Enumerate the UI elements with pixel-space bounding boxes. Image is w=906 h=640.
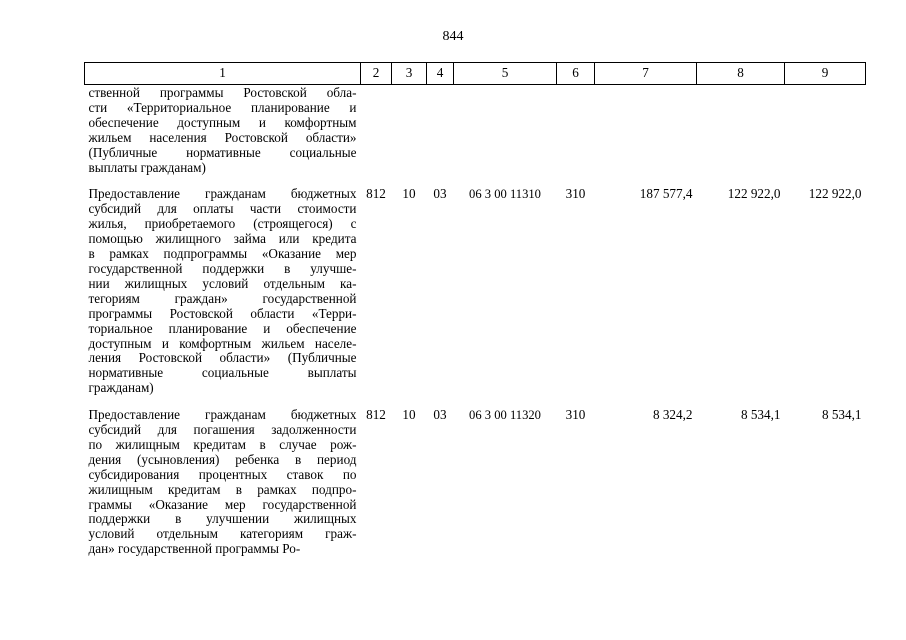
description-line: помощью жилищного займа или кредита [88, 231, 357, 247]
cell-col-6: 310 [565, 186, 586, 202]
table-row [85, 396, 866, 557]
table-row [85, 175, 866, 396]
description-line: доступным и комфортным жильем населе- [88, 335, 357, 351]
description-line: Предоставление гражданам бюджетных [88, 407, 357, 423]
description-line: обеспечение доступным и комфортным [88, 114, 357, 130]
cell-col-7: 8 324,2 [652, 407, 693, 423]
cell-col-3: 10 [402, 407, 416, 423]
description-line: граммы «Оказание мер государственной [88, 496, 357, 512]
cell-col-8: 122 922,0 [727, 186, 781, 202]
cell-col-9 [785, 85, 866, 176]
cell-col-8 [697, 85, 785, 176]
cell-col-9: 122 922,0 [808, 186, 862, 202]
description-line: тегориям граждан» государственной [88, 290, 357, 306]
header-col-1: 1 [85, 63, 361, 85]
cell-col-9: 8 534,1 [821, 407, 862, 423]
cell-col-7 [595, 85, 697, 176]
cell-col-6 [557, 85, 595, 176]
description-line: поддержки в улучшении жилищных [88, 511, 357, 527]
cell-col-3 [392, 85, 427, 176]
header-col-3: 3 [392, 63, 427, 85]
cell-col-5 [454, 85, 557, 176]
table-row [85, 85, 866, 176]
header-col-8: 8 [697, 63, 785, 85]
header-col-5: 5 [454, 63, 557, 85]
description-line: ления Ростовской области» (Публичные [88, 350, 357, 366]
header-col-6: 6 [557, 63, 595, 85]
cell-col-2 [361, 85, 392, 176]
description-line: в рамках подпрограммы «Оказание мер [88, 246, 357, 262]
description-line: дан» государственной программы Ро- [88, 541, 301, 557]
description-line: Предоставление гражданам бюджетных [88, 186, 357, 202]
row-description [85, 396, 361, 557]
cell-col-8: 8 534,1 [740, 407, 781, 423]
description-line: нии жилищных условий отдельным ка- [88, 275, 357, 291]
description-line: гражданам) [88, 380, 154, 396]
budget-table [84, 62, 866, 557]
description-line: ториальное планирование и обеспечение [88, 320, 357, 336]
cell-col-5: 06 3 00 11320 [469, 408, 541, 423]
page-number: 844 [442, 29, 464, 44]
cell-col-5: 06 3 00 11310 [469, 187, 541, 202]
cell-col-4: 03 [433, 407, 447, 423]
cell-col-6: 310 [565, 407, 586, 423]
description-line: программы Ростовской области «Терри- [88, 305, 357, 321]
description-line: дения (усыновления) ребенка в период [88, 451, 357, 467]
header-col-7: 7 [595, 63, 697, 85]
cell-col-2: 812 [366, 186, 386, 202]
description-line: нормативные социальные выплаты [88, 365, 357, 381]
row-description [85, 85, 361, 176]
description-line: по жилищным кредитам в случае рож- [88, 436, 357, 452]
description-line: субсидий для оплаты части стоимости [88, 201, 357, 217]
row-description [85, 175, 361, 396]
description-line: субсидий для погашения задолженности [88, 422, 357, 438]
header-col-4: 4 [427, 63, 454, 85]
description-line: сти «Территориальное планирование и [88, 99, 357, 115]
cell-col-4: 03 [433, 186, 447, 202]
cell-col-3: 10 [402, 186, 416, 202]
header-col-9: 9 [785, 63, 866, 85]
description-line: жилья, приобретаемого (строящегося) с [88, 216, 357, 232]
description-line: ственной программы Ростовской обла- [88, 85, 357, 100]
cell-col-2: 812 [366, 407, 386, 423]
header-row [85, 63, 866, 85]
cell-col-4 [427, 85, 454, 176]
description-line: выплаты гражданам) [88, 159, 206, 175]
description-line: (Публичные нормативные социальные [88, 144, 357, 160]
header-col-2: 2 [361, 63, 392, 85]
description-line: субсидирования процентных ставок по [88, 466, 357, 482]
description-line: жилищным кредитам в рамках подпро- [88, 481, 357, 497]
cell-col-7: 187 577,4 [639, 186, 693, 202]
description-line: жильем населения Ростовской области» [88, 129, 357, 145]
table-body [85, 85, 866, 558]
description-line: условий отдельным категориям граж- [88, 526, 357, 542]
description-line: государственной поддержки в улучше- [88, 260, 357, 276]
